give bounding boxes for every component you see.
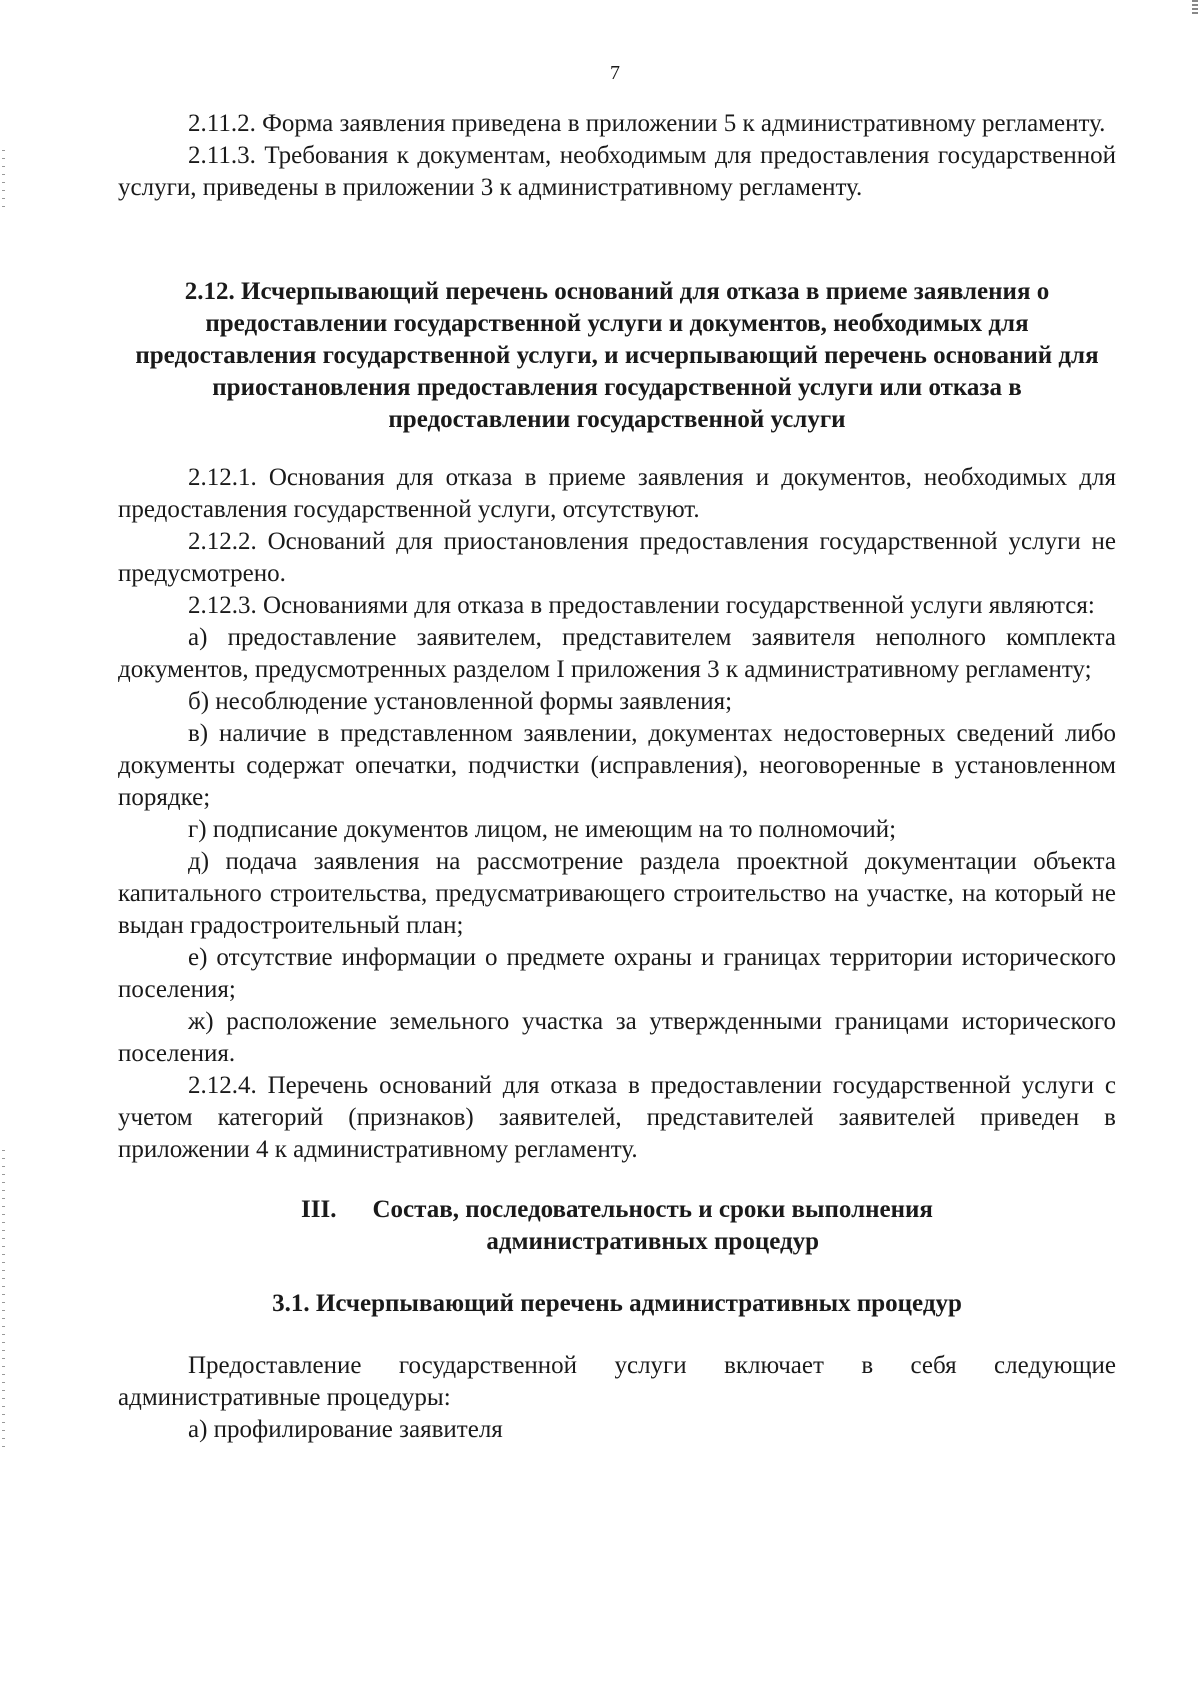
section-3-number: III. xyxy=(301,1196,337,1223)
scan-edge-dots xyxy=(2,1150,5,1450)
page-number: 7 xyxy=(610,62,620,84)
scan-edge-dots xyxy=(2,150,5,210)
section-3-title-line1: Состав, последовательность и сроки выполнения xyxy=(372,1196,933,1223)
section-3-title-line2: административных процедур xyxy=(486,1228,820,1255)
list-item-zh: ж) расположение земельного участка за утвержденными границами исторического поселения. xyxy=(118,1008,1116,1067)
paragraph-2-12-3: 2.12.3. Основаниями для отказа в предоставлении государственной услуги являются: xyxy=(188,592,1095,619)
heading-3-1-block xyxy=(118,1288,1116,1320)
list-item-b: б) несоблюдение установленной формы заявления; xyxy=(188,688,733,715)
list-item-d: д) подача заявления на рассмотрение раздела проектной документации объекта капитального строительства, предусматривающего строительство на участке, на который не выдан градостроительный план; xyxy=(118,848,1116,939)
section-3-title xyxy=(372,1194,932,1258)
paragraph-2-12-1: 2.12.1. Основания для отказа в приеме заявления и документов, необходимых для предоставления государственной услуги, отсутствуют. xyxy=(118,464,1116,523)
paragraph-2-12-2: 2.12.2. Оснований для приостановления предоставления государственной услуги не предусмотрено. xyxy=(118,528,1116,587)
list-item-3-1-a: а) профилирование заявителя xyxy=(188,1416,503,1443)
heading-3-1: 3.1. Исчерпывающий перечень административных процедур xyxy=(272,1290,962,1317)
list-item-v: в) наличие в представленном заявлении, документах недостоверных сведений либо документы содержат опечатки, подчистки (исправления), неоговоренные в установленном порядке; xyxy=(118,720,1116,811)
list-item-a: а) предоставление заявителем, представителем заявителя неполного комплекта документов, предусмотренных разделом I приложения 3 к административному регламенту; xyxy=(118,624,1116,683)
list-item-e: е) отсутствие информации о предмете охраны и границах территории исторического поселения; xyxy=(118,944,1116,1003)
document-body xyxy=(118,108,1116,1446)
paragraph-2-11-2: 2.11.2. Форма заявления приведена в приложении 5 к административному регламенту. xyxy=(188,110,1106,137)
scan-artifact xyxy=(1192,0,1198,14)
section-3-heading xyxy=(118,1194,1116,1258)
heading-2-12: 2.12. Исчерпывающий перечень оснований для отказа в приеме заявления о предоставлении государственной услуги и документов, необходимых для предоставления государственной услуги, и исчерпывающий перечень оснований для приостановления предоставления государственной услуги или отказа в предоставлении государственной услуги xyxy=(135,278,1099,433)
heading-2-12-block xyxy=(118,276,1116,436)
paragraph-3-1-intro: Предоставление государственной услуги включает в себя следующие административные процедуры: xyxy=(118,1352,1116,1411)
paragraph-2-11-3: 2.11.3. Требования к документам, необходимым для предоставления государственной услуги, приведены в приложении 3 к административному регламенту. xyxy=(118,142,1116,201)
list-item-g: г) подписание документов лицом, не имеющим на то полномочий; xyxy=(188,816,897,843)
paragraph-2-12-4: 2.12.4. Перечень оснований для отказа в предоставлении государственной услуги с учетом категорий (признаков) заявителей, представителей заявителей приведен в приложении 4 к административному регламенту. xyxy=(118,1072,1116,1163)
